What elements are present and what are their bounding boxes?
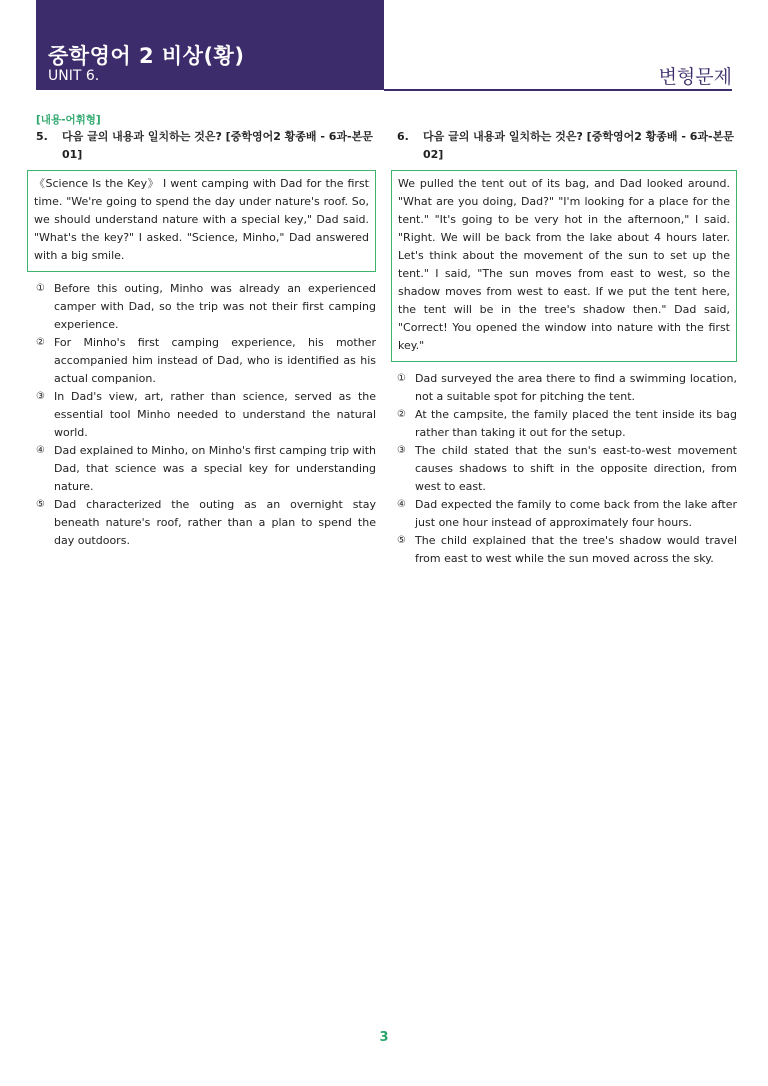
section-label: 변형문제 (658, 66, 732, 88)
reading-passage: We pulled the tent out of its bag, and Dad looked around. "What are you doing, Dad?" "I'm looking for a place for the tent." "It's going to be very hot in the afternoon," I said. "Right. We will be back from the lake about 4 hours later. Let's think about the movement of the sun to set up the tent." I said, "The sun moves from east to west, so the shadow moves from west to east. If we put the tent here, the tent will be in the tree's shadow then." Dad said, "Correct! You opened the window into nature with the first key." (391, 170, 737, 362)
choice-text: Dad characterized the outing as an overnight stay beneath nature's roof, rather than a plan to spend the day outdoors. (54, 498, 376, 547)
choice-number: ② (36, 337, 45, 348)
answer-choice[interactable] (36, 442, 376, 496)
answer-choice[interactable] (397, 496, 737, 532)
choice-number: ③ (397, 445, 406, 456)
choice-number: ② (397, 409, 406, 420)
question-number: 6. (397, 130, 409, 143)
answer-choice[interactable] (36, 496, 376, 550)
choice-number: ③ (36, 391, 45, 402)
unit-label: UNIT 6. (48, 68, 100, 84)
question-5 (36, 128, 376, 550)
choice-text: For Minho's first camping experience, his mother accompanied him instead of Dad, who is identified as his actual companion. (54, 336, 376, 385)
question-prompt: 다음 글의 내용과 일치하는 것은? [중학영어2 황종배 - 6과-본문 02] (423, 130, 734, 161)
question-category: [내용-어휘형] (36, 114, 101, 126)
question-prompt: 다음 글의 내용과 일치하는 것은? [중학영어2 황종배 - 6과-본문 01] (62, 130, 373, 161)
reading-passage: 《Science Is the Key》 I went camping with Dad for the first time. "We're going to spend the day under nature's roof. So, we should understand nature with a special key," Dad said. "What's the key?" I asked. "Science, Minho," Dad answered with a big smile. (27, 170, 376, 272)
choice-number: ⑤ (397, 535, 406, 546)
choice-text: At the campsite, the family placed the tent inside its bag rather than taking it out for the setup. (415, 408, 737, 439)
choice-text: Dad surveyed the area there to find a swimming location, not a suitable spot for pitching the tent. (415, 372, 737, 403)
choice-text: The child explained that the tree's shadow would travel from east to west while the sun moved across the sky. (415, 534, 737, 565)
choice-text: The child stated that the sun's east-to-west movement causes shadows to shift in the opposite direction, from west to east. (415, 444, 737, 493)
question-number: 5. (36, 130, 48, 143)
header-banner (36, 0, 384, 90)
choice-number: ① (397, 373, 406, 384)
choice-number: ⑤ (36, 499, 45, 510)
answer-choice[interactable] (397, 370, 737, 406)
answer-choice[interactable] (36, 388, 376, 442)
answer-choice[interactable] (36, 334, 376, 388)
page-number: 3 (379, 1030, 389, 1045)
answer-choice[interactable] (397, 442, 737, 496)
question-header (36, 128, 376, 164)
choice-number: ④ (36, 445, 45, 456)
choice-number: ④ (397, 499, 406, 510)
choice-text: Dad expected the family to come back from the lake after just one hour instead of approximately four hours. (415, 498, 737, 529)
question-header (397, 128, 737, 164)
choice-text: Dad explained to Minho, on Minho's first camping trip with Dad, that science was a special key for understanding nature. (54, 444, 376, 493)
answer-choice[interactable] (397, 406, 737, 442)
choice-number: ① (36, 283, 45, 294)
header-divider (384, 89, 732, 91)
choice-text: Before this outing, Minho was already an experienced camper with Dad, so the trip was not their first camping experience. (54, 282, 376, 331)
book-title: 중학영어 2 비상(황) (48, 44, 245, 68)
answer-choice[interactable] (397, 532, 737, 568)
answer-choice[interactable] (36, 280, 376, 334)
choice-text: In Dad's view, art, rather than science, served as the essential tool Minho needed to understand the natural world. (54, 390, 376, 439)
question-6 (397, 128, 737, 568)
